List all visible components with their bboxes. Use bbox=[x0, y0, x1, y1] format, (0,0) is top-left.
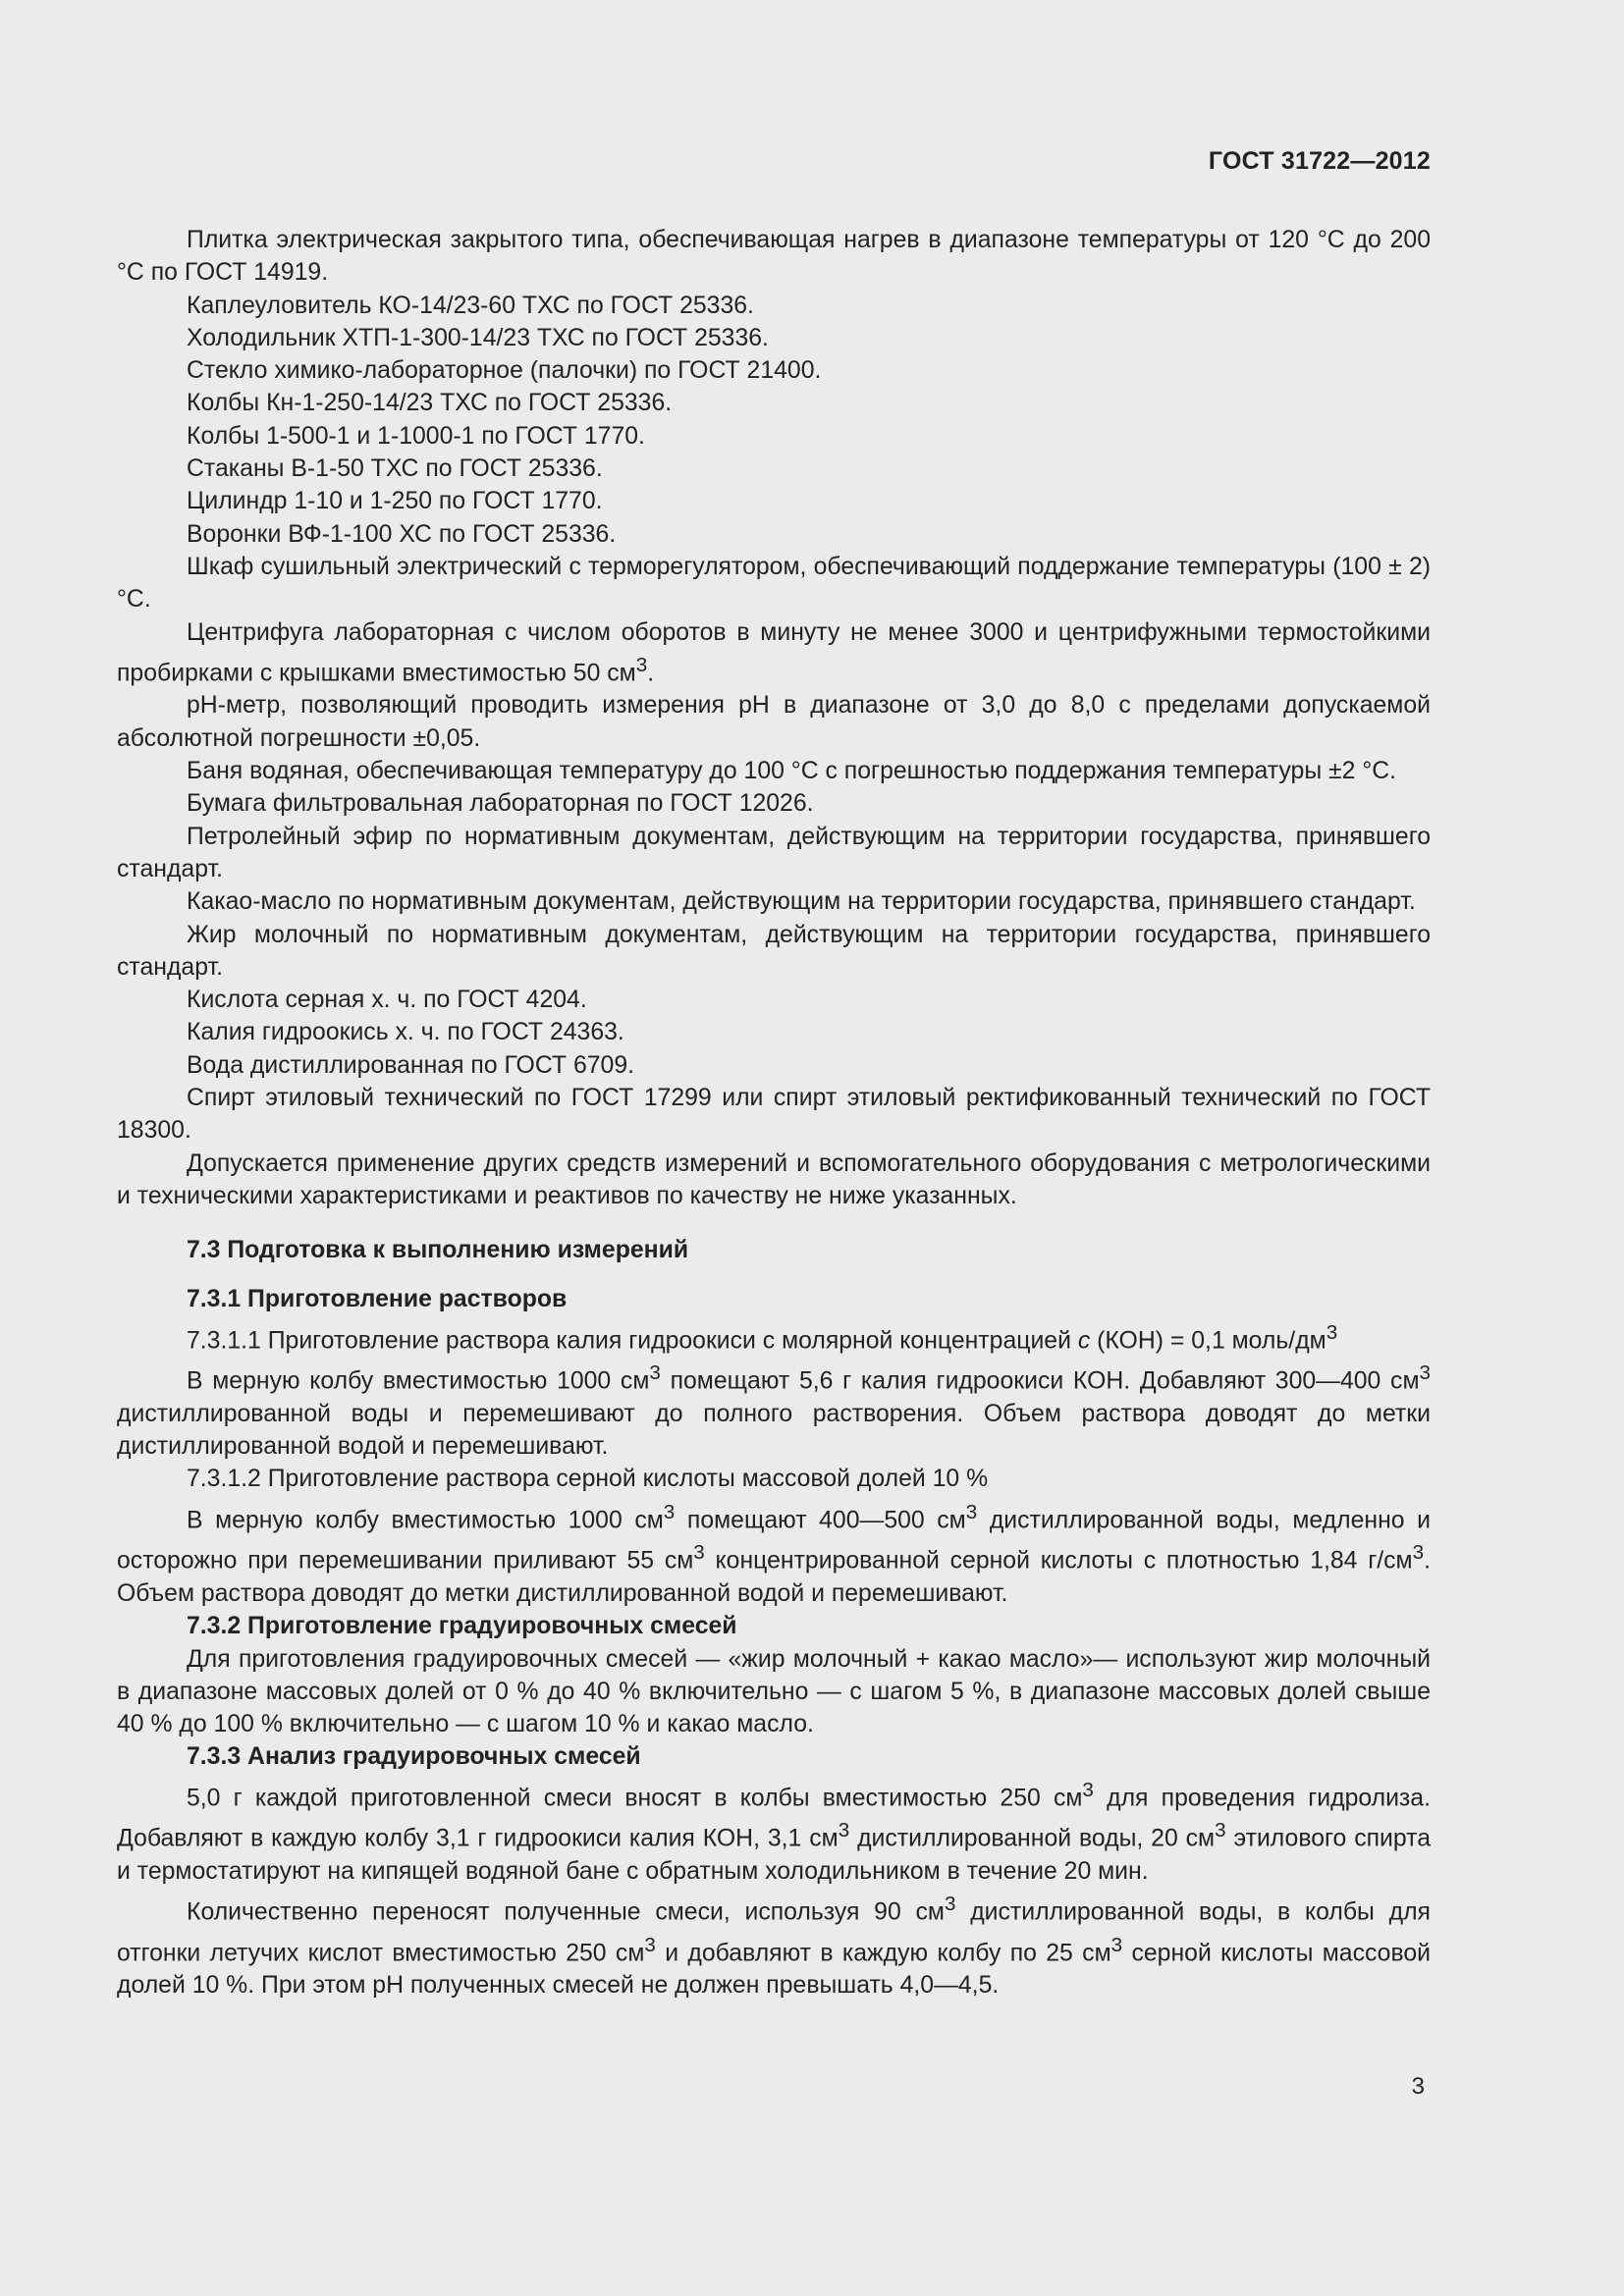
paragraph: Калия гидроокись х. ч. по ГОСТ 24363. bbox=[187, 1019, 624, 1046]
paragraph: Спирт этиловый технический по ГОСТ 17299 или спирт этиловый ректификованный технический по ГОСТ 18300. bbox=[117, 1084, 1431, 1145]
paragraph: Стаканы В-1-50 ТХС по ГОСТ 25336. bbox=[187, 455, 603, 483]
paragraph: Количественно переносят полученные смеси, используя 90 $см^3$ дистиллированной воды, в колбы для отгонки летучих кислот вместимостью 250 $см^3$ и добавляют в каждую колбу по 25 $см^3$ серной кислоты массовой долей 10 %. При этом рН полученных смесей не должен превышать 4,0—4,5. bbox=[117, 1893, 1432, 2000]
paragraph: В мерную колбу вместимостью 1000 $см^3$ помещают 400—500 $см^3$ дистиллированной воды, медленно и осторожно при перемешивании приливают 55 $см^3$ концентрированной серной кислоты с плотностью 1,84 $г/см^3$. Объем раствора доводят до метки дистиллированной водой и перемешивают. bbox=[117, 1500, 1431, 1607]
document-page bbox=[117, 0, 1431, 2296]
paragraph: Центрифуга лабораторная с числом оборотов в минуту не менее 3000 и центрифужными термостойкими пробирками с крышками вместимостью 50 $см^3$. bbox=[117, 618, 1431, 687]
paragraph: Вода дистиллированная по ГОСТ 6709. bbox=[187, 1051, 635, 1079]
paragraph: Кислота серная х. ч. по ГОСТ 4204. bbox=[187, 987, 587, 1014]
paragraph: Холодильник ХТП-1-300-14/23 ТХС по ГОСТ 25336. bbox=[187, 324, 769, 351]
paragraph: Жир молочный по нормативным документам, действующим на территории государства, принявшего стандарт. bbox=[117, 921, 1431, 981]
paragraph: Цилиндр 1-10 и 1-250 по ГОСТ 1770. bbox=[187, 488, 603, 515]
paragraph: рН-метр, позволяющий проводить измерения рН в диапазоне от 3,0 до 8,0 с пределами допускаемой абсолютной погрешности ±0,05. bbox=[117, 692, 1431, 752]
paragraph: Для приготовления градуировочных смесей — «жир молочный + какао масло»— используют жир молочный в диапазоне массовых долей от 0 % до 40 % включительно — с шагом 5 %, в диапазоне массовых долей свыше 40 % до 100 % включительно — с шагом 10 % и какао масло. bbox=[117, 1645, 1431, 1738]
paragraph: Шкаф сушильный электрический с терморегулятором, обеспечивающий поддержание температуры (100 ± 2) °C. bbox=[117, 553, 1431, 614]
section-heading: 7.3 Подготовка к выполнению измерений bbox=[187, 1237, 689, 1264]
paragraph: Какао-масло по нормативным документам, действующим на территории государства, принявшего стандарт. bbox=[187, 888, 1416, 916]
section-heading: 7.3.3 Анализ градуировочных смесей bbox=[187, 1743, 641, 1771]
paragraph: 7.3.1.1 Приготовление раствора калия гидроокиси с молярной концентрацией c (КОН) = 0,1 моль/$дм^3$ bbox=[187, 1320, 1338, 1355]
paragraph: Баня водяная, обеспечивающая температуру до 100 °C с погрешностью поддержания температуры ±2 °C. bbox=[187, 758, 1397, 785]
standard-code-header: ГОСТ 31722—2012 bbox=[1208, 147, 1431, 175]
page-number: 3 bbox=[1411, 2073, 1425, 2100]
paragraph: Бумага фильтровальная лабораторная по ГОСТ 12026. bbox=[187, 790, 814, 818]
paragraph: Плитка электрическая закрытого типа, обеспечивающая нагрев в диапазоне температуры от 120 °C до 200 °C по ГОСТ 14919. bbox=[117, 227, 1431, 287]
paragraph: Колбы Кн-1-250-14/23 ТХС по ГОСТ 25336. bbox=[187, 390, 673, 417]
paragraph: Допускается применение других средств измерений и вспомогательного оборудования с метрологическими и техническими характеристиками и реактивов по качеству не ниже указанных. bbox=[117, 1149, 1431, 1209]
paragraph: Стекло химико-лабораторное (палочки) по ГОСТ 21400. bbox=[187, 357, 822, 385]
paragraph: 7.3.1.2 Приготовление раствора серной кислоты массовой долей 10 % bbox=[187, 1466, 989, 1493]
paragraph: Каплеуловитель КО-14/23-60 ТХС по ГОСТ 25336. bbox=[187, 292, 754, 319]
section-heading: 7.3.1 Приготовление растворов bbox=[187, 1286, 568, 1313]
paragraph: Петролейный эфир по нормативным документам, действующим на территории государства, принявшего стандарт. bbox=[117, 823, 1431, 882]
paragraph: Колбы 1-500-1 и 1-1000-1 по ГОСТ 1770. bbox=[187, 422, 645, 450]
paragraph: Воронки ВФ-1-100 ХС по ГОСТ 25336. bbox=[187, 520, 617, 548]
document-body bbox=[117, 224, 1431, 2002]
paragraph: В мерную колбу вместимостью 1000 $см^3$ помещают 5,6 г калия гидроокиси КОН. Добавляют 300—400 $см^3$ дистиллированной воды и перемешивают до полного растворения. Объем раствора доводят до метки дистиллированной водой и перемешивают. bbox=[117, 1362, 1431, 1461]
section-heading: 7.3.2 Приготовление градуировочных смесей bbox=[187, 1613, 737, 1640]
paragraph: 5,0 г каждой приготовленной смеси вносят в колбы вместимостью 250 $см^3$ для проведения гидролиза. Добавляют в каждую колбу 3,1 г гидроокиси калия КОН, 3,1 $см^3$ дистиллированной воды, 20 $см^3$ этилового спирта и термостатируют на кипящей водяной бане с обратным холодильником в течение 20 мин. bbox=[117, 1778, 1432, 1885]
